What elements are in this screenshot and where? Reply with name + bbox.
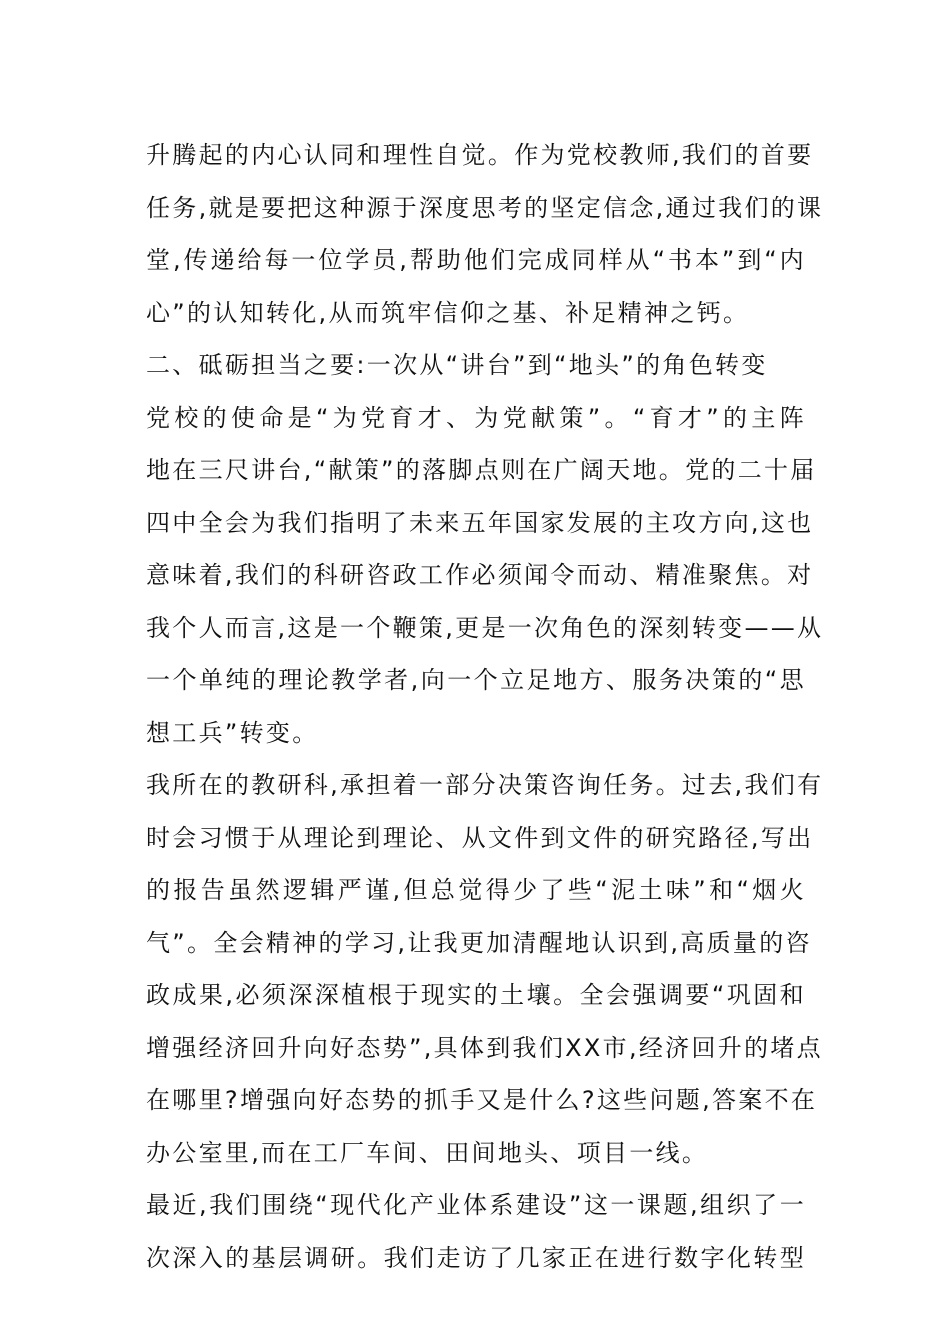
text-line-20: 办公室里,而在工厂车间、田间地头、项目一线。 (146, 1138, 709, 1167)
text-line-15: 的报告虽然逻辑严谨,但总觉得少了些“泥土味”和“烟火 (146, 876, 806, 904)
text-line-21: 最近,我们围绕“现代化产业体系建设”这一课题,组织了一 (146, 1191, 806, 1219)
text-line-4: 心”的认知转化,从而筑牢信仰之基、补足精神之钙。 (146, 298, 750, 327)
text-line-2: 任务,就是要把这种源于深度思考的坚定信念,通过我们的课 (146, 193, 824, 222)
body-text (146, 129, 824, 1284)
section-heading: 二、砥砺担当之要:一次从“讲台”到“地头”的角色转变 (146, 351, 768, 379)
text-line-9: 意味着,我们的科研咨政工作必须闻令而动、精准聚焦。对 (146, 561, 814, 589)
text-line-17: 政成果,必须深深植根于现实的土壤。全会强调要“巩固和 (146, 981, 806, 1009)
text-line-3: 堂,传递给每一位学员,帮助他们完成同样从“书本”到“内 (146, 246, 806, 274)
text-line-7: 地在三尺讲台,“献策”的落脚点则在广阔天地。党的二十届 (146, 456, 817, 484)
text-line-6: 党校的使命是“为党育才、为党献策”。“育才”的主阵 (146, 403, 806, 432)
text-line-13: 我所在的教研科,承担着一部分决策咨询任务。过去,我们有 (146, 771, 824, 799)
text-line-18: 增强经济回升向好态势”,具体到我们XX市,经济回升的堵点 (146, 1033, 823, 1062)
text-line-19: 在哪里?增强向好态势的抓手又是什么?这些问题,答案不在 (146, 1086, 818, 1114)
text-line-22: 次深入的基层调研。我们走访了几家正在进行数字化转型 (146, 1243, 806, 1272)
text-line-10: 我个人而言,这是一个鞭策,更是一次角色的深刻转变——从 (146, 613, 824, 642)
text-line-12: 想工兵”转变。 (146, 718, 319, 747)
text-line-16: 气”。全会精神的学习,让我更加清醒地认识到,高质量的咨 (146, 928, 812, 957)
text-line-8: 四中全会为我们指明了未来五年国家发展的主攻方向,这也 (146, 508, 814, 537)
text-line-1: 升腾起的内心认同和理性自觉。作为党校教师,我们的首要 (146, 141, 814, 169)
text-line-14: 时会习惯于从理论到理论、从文件到文件的研究路径,写出 (146, 823, 814, 852)
text-line-11: 一个单纯的理论教学者,向一个立足地方、服务决策的“思 (146, 666, 806, 694)
